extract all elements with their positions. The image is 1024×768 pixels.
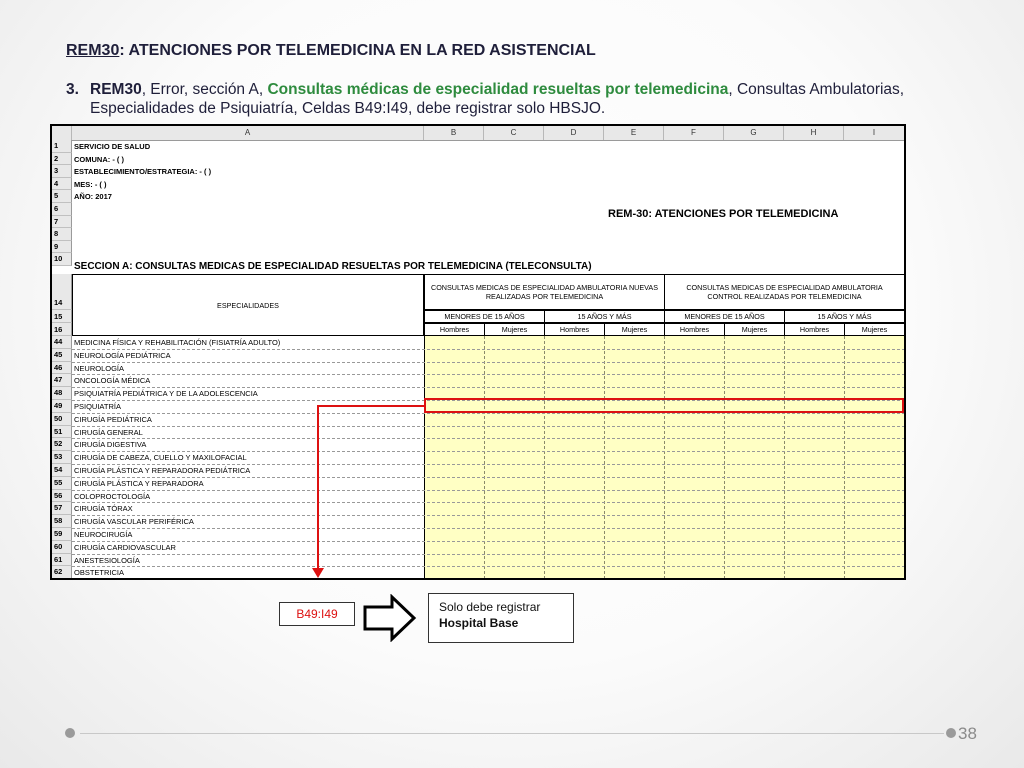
grid-hline xyxy=(72,528,905,529)
sex-header: Hombres xyxy=(544,323,605,336)
group2-header: CONSULTAS MEDICAS DE ESPECIALIDAD AMBULATORIA CONTROL REALIZADAS POR TELEMEDICINA xyxy=(664,274,905,310)
column-header: D xyxy=(544,126,604,140)
footer-rule xyxy=(80,733,944,734)
age-group-header: MENORES DE 15 AÑOS xyxy=(424,310,545,323)
grid-hline xyxy=(72,349,905,350)
grid-vline xyxy=(544,336,545,579)
row-number: 58 xyxy=(52,515,72,528)
item-text1: , Error, sección A, xyxy=(141,81,268,98)
grid-hline xyxy=(72,477,905,478)
row-number: 15 xyxy=(52,310,72,323)
spreadsheet-image xyxy=(50,124,906,580)
row-number: 50 xyxy=(52,413,72,426)
row-number: 10 xyxy=(52,253,72,266)
header-cell: MES: - ( ) xyxy=(74,179,107,189)
row-number: 46 xyxy=(52,362,72,375)
specialty-name: NEUROLOGÍA PEDIÁTRICA xyxy=(74,350,171,360)
row-number: 57 xyxy=(52,502,72,515)
specialty-name: CIRUGÍA PLÁSTICA Y REPARADORA PEDIÁTRICA xyxy=(74,466,251,475)
item-bold: REM30 xyxy=(90,81,142,98)
footer-dot-right xyxy=(946,728,956,738)
header-cell: AÑO: 2017 xyxy=(74,192,112,202)
grid-hline xyxy=(72,541,905,542)
header-cell: SERVICIO DE SALUD xyxy=(74,142,151,151)
row-number: 6 xyxy=(52,203,72,216)
row-number: 3 xyxy=(52,165,72,178)
grid-vline xyxy=(484,336,485,579)
row-number: 45 xyxy=(52,349,72,362)
note-box xyxy=(428,593,574,643)
column-header: I xyxy=(844,126,905,140)
grid-vline xyxy=(424,336,425,579)
specialty-name: CIRUGÍA VASCULAR PERIFÉRICA xyxy=(74,517,194,527)
sex-header: Mujeres xyxy=(844,323,905,336)
age-group-header: 15 AÑOS Y MÁS xyxy=(784,310,905,323)
note-line2: Hospital Base xyxy=(439,616,519,630)
sex-header: Mujeres xyxy=(604,323,665,336)
grid-vline xyxy=(664,336,665,579)
grid-vline xyxy=(904,336,905,579)
connector-horizontal xyxy=(318,405,424,407)
column-headers xyxy=(52,126,905,141)
item-paragraph xyxy=(66,80,966,118)
specialty-name: NEUROCIRUGÍA xyxy=(74,530,133,539)
specialty-name: ANESTESIOLOGÍA xyxy=(74,555,140,565)
column-header: F xyxy=(664,126,724,140)
page-number: 38 xyxy=(958,724,977,743)
grid-hline xyxy=(72,566,905,567)
row-number: 16 xyxy=(52,323,72,336)
column-header: G xyxy=(724,126,784,140)
specialty-name: OBSTETRICIA xyxy=(74,568,125,578)
grid-hline xyxy=(72,502,905,503)
specialty-name: PSIQUIATRÍA xyxy=(74,402,121,411)
row-number: 2 xyxy=(52,153,72,166)
item-number: 3. xyxy=(66,81,79,98)
sex-header: Mujeres xyxy=(724,323,785,336)
row-number: 56 xyxy=(52,490,72,503)
note-line1: Solo debe registrar xyxy=(439,600,541,614)
row-number: 61 xyxy=(52,554,72,567)
row-number: 59 xyxy=(52,528,72,541)
grid-hline xyxy=(72,490,905,491)
grid-hline xyxy=(72,554,905,555)
row-number: 44 xyxy=(52,336,72,349)
header-cell: COMUNA: - ( ) xyxy=(74,154,124,164)
column-header: H xyxy=(784,126,844,140)
grid-hline xyxy=(72,374,905,375)
row-number: 49 xyxy=(52,400,72,413)
sex-header: Hombres xyxy=(784,323,845,336)
row-number: 14 xyxy=(52,274,72,310)
row-number: 52 xyxy=(52,438,72,451)
grid-vline xyxy=(604,336,605,579)
specialty-name: CIRUGÍA CARDIOVASCULAR xyxy=(74,542,176,552)
grid-hline xyxy=(72,464,905,465)
item-text2: , Consultas Ambulatorias, xyxy=(728,81,905,98)
grid-hline xyxy=(72,579,905,580)
row-number: 62 xyxy=(52,566,72,579)
grid-vline xyxy=(784,336,785,579)
row-number: 7 xyxy=(52,216,72,229)
row-number: 53 xyxy=(52,451,72,464)
grid-hline xyxy=(72,438,905,439)
row-number: 51 xyxy=(52,426,72,439)
cell-ref-label: B49:I49 xyxy=(279,602,355,626)
title-prefix: REM30 xyxy=(66,42,120,59)
right-arrow-icon xyxy=(362,594,418,642)
row-number: 1 xyxy=(52,140,72,153)
footer-dot-left xyxy=(65,728,75,738)
grid-vline xyxy=(844,336,845,579)
specialty-name: CIRUGÍA GENERAL xyxy=(74,427,143,437)
specialty-name: CIRUGÍA PLÁSTICA Y REPARADORA xyxy=(74,478,204,488)
specialty-name: MEDICINA FÍSICA Y REHABILITACIÓN (FISIATRÍA ADULTO) xyxy=(74,338,281,347)
row-number: 47 xyxy=(52,374,72,387)
sex-header: Hombres xyxy=(664,323,725,336)
specialty-name: PSIQUIATRÍA PEDIÁTRICA Y DE LA ADOLESCENCIA xyxy=(74,389,258,399)
corner-cell xyxy=(52,126,72,140)
age-group-header: MENORES DE 15 AÑOS xyxy=(664,310,785,323)
grid-hline xyxy=(72,451,905,452)
row-number: 54 xyxy=(52,464,72,477)
slide-title xyxy=(66,42,596,60)
row-number: 9 xyxy=(52,241,72,254)
sex-header: Mujeres xyxy=(484,323,545,336)
column-header: A xyxy=(72,126,424,140)
specialty-name: CIRUGÍA DIGESTIVA xyxy=(74,440,147,450)
specialty-name: COLOPROCTOLOGÍA xyxy=(74,491,151,501)
group1-header: CONSULTAS MEDICAS DE ESPECIALIDAD AMBULATORIA NUEVAS REALIZADAS POR TELEMEDICINA xyxy=(424,274,665,310)
especialidades-header: ESPECIALIDADES xyxy=(72,274,424,336)
row-number: 5 xyxy=(52,190,72,203)
age-group-header: 15 AÑOS Y MÁS xyxy=(544,310,665,323)
row-number: 60 xyxy=(52,541,72,554)
row-number: 48 xyxy=(52,387,72,400)
specialty-name: CIRUGÍA DE CABEZA, CUELLO Y MAXILOFACIAL xyxy=(74,453,247,463)
connector-vertical xyxy=(317,405,319,570)
report-title: REM-30: ATENCIONES POR TELEMEDICINA xyxy=(608,208,839,220)
highlight-row-49 xyxy=(424,398,904,413)
specialty-name: NEUROLOGÍA xyxy=(74,363,125,373)
item-green: Consultas médicas de especialidad resueltas por telemedicina xyxy=(267,81,729,98)
row-number: 55 xyxy=(52,477,72,490)
connector-arrowhead-icon xyxy=(312,568,324,578)
grid-hline xyxy=(72,426,905,427)
title-rest: : ATENCIONES POR TELEMEDICINA EN LA RED ASISTENCIAL xyxy=(119,42,596,59)
sex-header: Hombres xyxy=(424,323,485,336)
grid-hline xyxy=(72,387,905,388)
item-line2: Especialidades de Psiquiatría, Celdas B49:I49, debe registrar solo HBSJO. xyxy=(90,100,606,117)
header-cell: ESTABLECIMIENTO/ESTRATEGIA: - ( ) xyxy=(74,167,212,177)
specialty-name: ONCOLOGÍA MÉDICA xyxy=(74,376,151,386)
row-number: 8 xyxy=(52,228,72,241)
grid-vline xyxy=(724,336,725,579)
grid-hline xyxy=(72,515,905,516)
section-title: SECCION A: CONSULTAS MEDICAS DE ESPECIALIDAD RESUELTAS POR TELEMEDICINA (TELECONSULTA) xyxy=(74,261,592,272)
specialty-name: CIRUGÍA PEDIÁTRICA xyxy=(74,414,152,424)
column-header: E xyxy=(604,126,664,140)
grid-hline xyxy=(72,362,905,363)
row-number: 4 xyxy=(52,178,72,191)
specialty-name: CIRUGÍA TÓRAX xyxy=(74,504,133,514)
column-header: B xyxy=(424,126,484,140)
column-header: C xyxy=(484,126,544,140)
